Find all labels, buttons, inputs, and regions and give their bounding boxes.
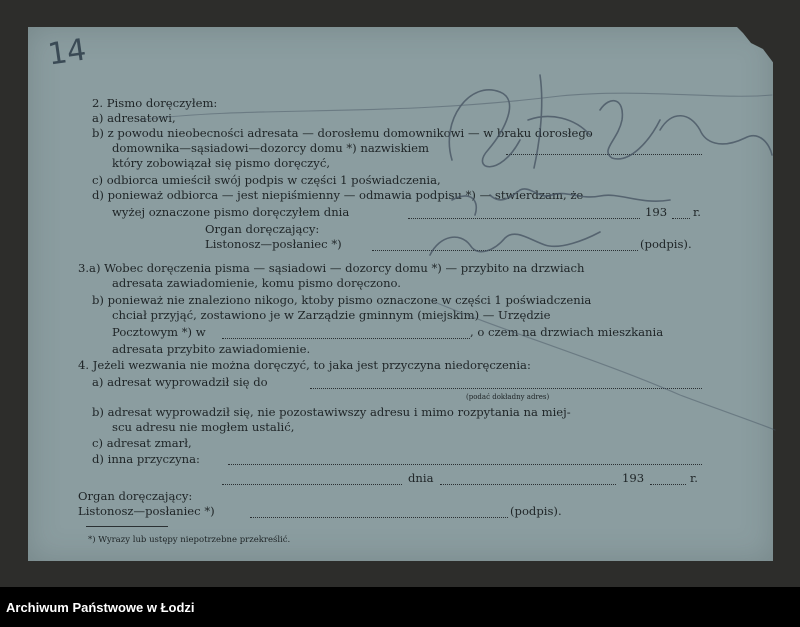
section-3b-line4: adresata przybito zawiadomienie. [112,342,311,356]
year-prefix-2: 193 [622,471,645,485]
r-suffix-2: r. [690,471,698,485]
r-suffix-1: r. [693,205,701,219]
archive-label: Archiwum Państwowe w Łodzi [6,600,195,615]
year-field-line-1 [672,218,690,219]
section-3a-line2: adresata zawiadomienie, komu pismo doręczono. [112,276,401,290]
section-2d-line1: d) ponieważ odbiorca — jest niepiśmienny — odmawia podpisu *) — stwierdzam, że [92,188,584,202]
section-2d-line2: wyżej oznaczone pismo doręczyłem dnia [112,205,350,219]
section-2b-line3: który zobowiązał się pismo doręczyć, [112,156,331,170]
section-4a: a) adresat wyprowadził się do [92,375,268,389]
section-4d: d) inna przyczyna: [92,452,200,466]
footnote: *) Wyrazy lub ustępy niepotrzebne przekreślić. [88,535,291,545]
section-4b-line1: b) adresat wyprowadził się, nie pozostawiwszy adresu i mimo rozpytania na miej- [92,405,571,419]
postman-label-1: Listonosz—posłaniec *) [205,237,342,251]
section-2c: c) odbiorca umieścił swój podpis w części 1 poświadczenia, [92,173,441,187]
signature-caption-1: (podpis). [640,237,692,251]
post-office-field-line [222,338,470,339]
section-2b-line2: domownika—sąsiadowi—dozorcy domu *) nazwiskiem [112,141,430,155]
date-field-line-2 [440,484,616,485]
signature-line-2 [250,517,508,518]
section-4-heading: 4. Jeżeli wezwania nie można doręczyć, to jaka jest przyczyna niedoręczenia: [78,358,531,372]
year-prefix-1: 193 [645,205,668,219]
section-3a-line1: 3.a) Wobec doręczenia pisma — sąsiadowi — dozorcy domu *) — przybito na drzwiach [78,261,585,275]
section-2-heading: 2. Pismo doręczyłem: [92,96,218,110]
section-4b-line2: scu adresu nie mogłem ustalić, [112,420,295,434]
organ-label-2: Organ doręczający: [78,489,193,503]
section-3b-line3a: Pocztowym *) w [112,325,206,339]
section-2b-line1: b) z powodu nieobecności adresata — dorosłemu domownikowi — w braku dorosłego [92,126,593,140]
pencil-page-number: 14 [45,32,89,73]
address-note: (podać dokładny adres) [466,393,550,401]
signature-line-1 [372,250,638,251]
section-3b-line2: chciał przyjąć, zostawiono je w Zarządzie gminnym (miejskim) — Urzędzie [112,308,551,322]
organ-label-1: Organ doręczający: [205,222,320,236]
date-field-line-1 [408,218,640,219]
section-4c: c) adresat zmarł, [92,436,192,450]
year-field-line-2 [650,484,686,485]
place-field-line [222,484,402,485]
new-address-field-line [310,388,702,389]
date-label-2: dnia [408,471,434,485]
footnote-rule [86,526,168,527]
torn-corner [735,25,775,65]
signature-caption-2: (podpis). [510,504,562,518]
postman-label-2: Listonosz—posłaniec *) [78,504,215,518]
other-reason-field-line [228,464,702,465]
archive-footer-bar [0,587,800,627]
section-3b-line3b: , o czem na drzwiach mieszkania [470,325,664,339]
section-2a: a) adresatowi, [92,111,176,125]
section-3b-line1: b) ponieważ nie znaleziono nikogo, ktoby pismo oznaczone w części 1 poświadczenia [92,293,592,307]
name-field-line [506,154,702,155]
